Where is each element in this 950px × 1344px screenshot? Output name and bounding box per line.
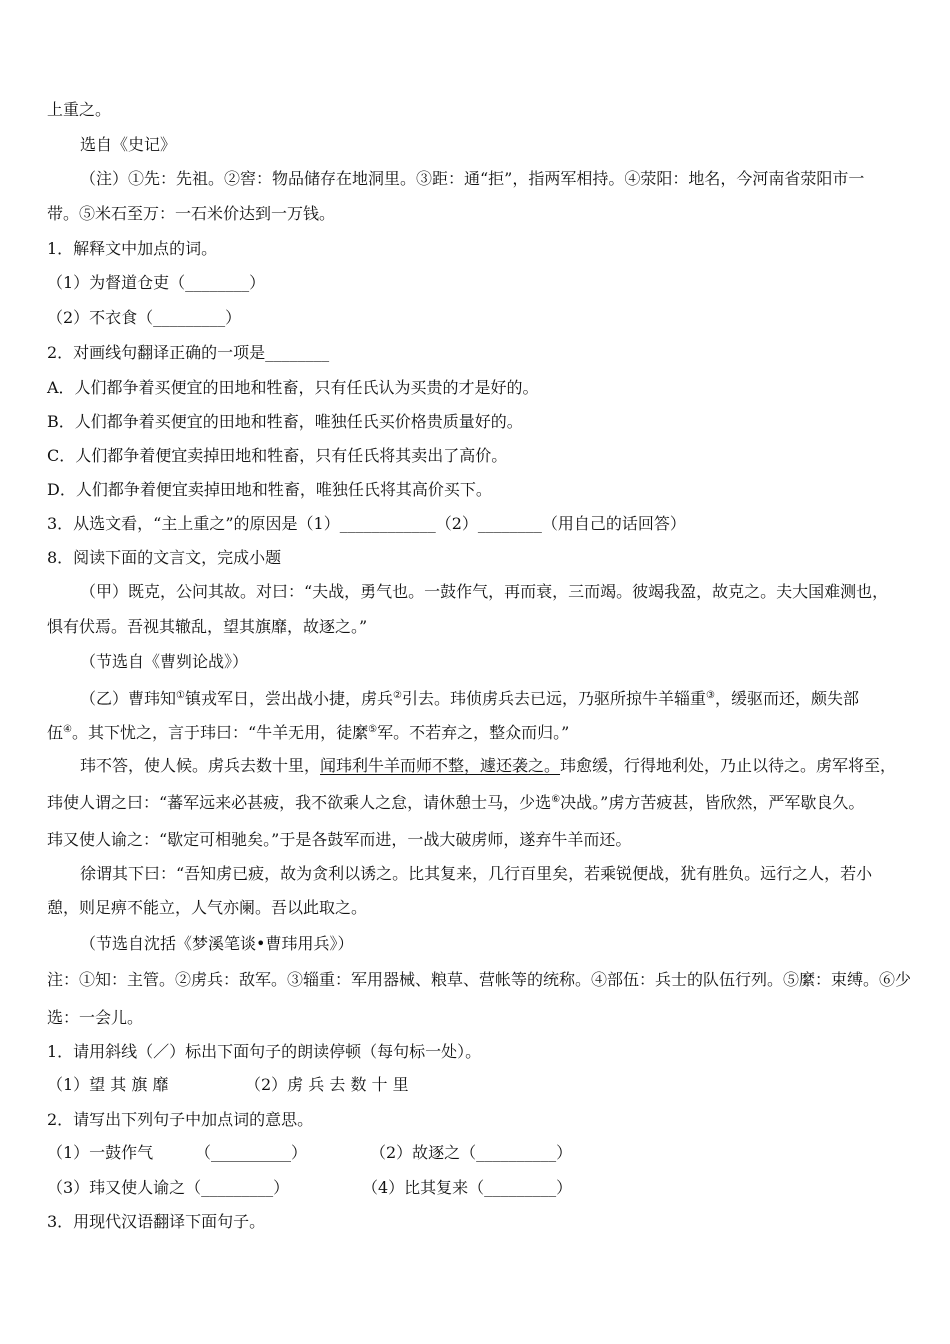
text-segment: 徐谓其下曰：“吾知虏已疲，故为贪利以诱之。比其复来，几行百里矣，若乘锐便战，犹有胜负。远行之人，若小: [80, 864, 873, 883]
underlined-sentence: 闻玮利牛羊而师不整，遽还袭之。: [320, 756, 561, 775]
text-segment: （甲）既克，公问其故。对曰：“夫战，勇气也。一鼓作气，再而衰，三而竭。彼竭我盈，故克之。夫大国难测也，: [80, 582, 889, 601]
text-line: [47, 100, 111, 120]
text-segment: 玮不答，使人候。虏兵去数十里，: [80, 756, 321, 775]
footnote-marker: ②: [393, 690, 402, 701]
footnote-marker: ③: [705, 690, 715, 701]
text-segment: 8．阅读下面的文言文，完成小题: [47, 548, 282, 567]
text-line: [47, 548, 281, 568]
text-segment: 注：①知：主管。②虏兵：敌军。③辎重：军用器械、粮草、营帐等的统称。④部伍：兵士的队伍行列。⑤縻：束缚。⑥少: [47, 970, 912, 989]
text-line: [47, 273, 265, 293]
question-item: （4）比其复来（_________）: [362, 1178, 573, 1197]
text-line: [47, 790, 864, 813]
text-segment: （节选自沈括《梦溪笔谈•曹玮用兵》）: [80, 934, 354, 953]
text-segment: （乙）曹玮知: [80, 689, 177, 708]
text-segment: 上重之。: [47, 100, 112, 119]
text-line: [47, 1075, 907, 1095]
question-item: （__________）: [195, 1143, 308, 1162]
text-line: [47, 239, 217, 259]
text-line: [47, 1110, 313, 1130]
text-segment: D．人们都争着便宜卖掉田地和牲畜，唯独任氏将其高价买下。: [47, 480, 492, 499]
text-line: [47, 480, 492, 500]
text-segment: （1）为督道仓吏（________）: [47, 273, 266, 292]
text-segment: 玮又使人谕之：“歇定可相驰矣。”于是各鼓军而进，一战大破虏师，遂弃牛羊而还。: [47, 830, 632, 849]
text-segment: 憩，则足痹不能立，人气亦阑。吾以此取之。: [47, 898, 368, 917]
question-item: （3）玮又使人谕之（_________）: [47, 1178, 290, 1197]
text-line: [47, 514, 686, 534]
text-segment: 引去。玮侦虏兵去已远，乃驱所掠牛羊辎重: [401, 689, 706, 708]
text-segment: ，缓驱而还，颇失部: [714, 689, 859, 708]
question-item: （1）望 其 旗 靡: [47, 1075, 169, 1094]
text-line: [47, 1212, 265, 1232]
text-segment: 3．从选文看，“主上重之”的原因是（1）____________（2）________（用自己的话回答）: [47, 514, 686, 533]
text-line: [47, 720, 569, 743]
footnote-marker: ⑥: [551, 794, 561, 805]
text-line: [80, 756, 896, 776]
footnote-marker: ①: [176, 690, 185, 701]
text-segment: （2）不衣食（_________）: [47, 308, 242, 327]
question-item: （1）一鼓作气: [47, 1143, 154, 1162]
text-line: [47, 898, 367, 918]
footnote-marker: ④: [63, 724, 72, 735]
text-line: [80, 686, 859, 709]
text-segment: 镇戎军日，尝出战小捷，虏兵: [184, 689, 393, 708]
text-segment: C．人们都争着便宜卖掉田地和牲畜，只有任氏将其卖出了高价。: [47, 446, 508, 465]
text-line: [47, 378, 539, 398]
text-segment: 选：一会儿。: [47, 1008, 144, 1027]
text-segment: 2．请写出下列句子中加点词的意思。: [47, 1110, 314, 1129]
text-segment: 惧有伏焉。吾视其辙乱，望其旗靡，故逐之。”: [47, 617, 368, 636]
text-line: [47, 308, 241, 328]
text-segment: 决战。”虏方苦疲甚，皆欣然，严军歇良久。: [560, 793, 865, 812]
text-line: [47, 1178, 907, 1198]
question-item: （2）故逐之（__________）: [370, 1143, 573, 1162]
text-segment: B．人们都争着买便宜的田地和牲畜，唯独任氏买价格贵质量好的。: [47, 412, 523, 431]
text-line: [80, 135, 176, 155]
text-line: [80, 169, 864, 189]
text-segment: （注）①先：先祖。②窖：物品储存在地洞里。③距：通“拒”，指两军相持。④荥阳：地名，今河南省荥阳市一: [80, 169, 865, 188]
text-segment: 玮愈缓，行得地利处，乃止以待之。虏军将至，: [560, 756, 897, 775]
text-segment: （节选自《曹刿论战》）: [80, 652, 249, 671]
text-segment: 2．对画线句翻译正确的一项是________: [47, 343, 330, 362]
text-line: [47, 343, 329, 363]
text-line: [80, 652, 248, 672]
text-segment: 带。⑤米石至万：一石米价达到一万钱。: [47, 204, 336, 223]
text-segment: 。其下忧之，言于玮曰：“牛羊无用，徒縻: [71, 723, 369, 742]
text-line: [80, 864, 872, 884]
text-segment: 1．请用斜线（／）标出下面句子的朗读停顿（每句标一处）。: [47, 1042, 482, 1061]
text-line: [80, 934, 353, 954]
text-segment: 伍: [47, 723, 64, 742]
text-line: [47, 1143, 907, 1163]
text-line: [47, 204, 335, 224]
text-line: [47, 617, 367, 637]
text-segment: 选自《史记》: [80, 135, 177, 154]
text-segment: A．人们都争着买便宜的田地和牲畜，只有任氏认为买贵的才是好的。: [47, 378, 539, 397]
text-segment: 军。不若弃之，整众而归。”: [377, 723, 570, 742]
text-line: [47, 446, 507, 466]
text-line: [47, 830, 631, 850]
text-line: [47, 1042, 481, 1062]
text-segment: 3．用现代汉语翻译下面句子。: [47, 1212, 266, 1231]
text-line: [47, 1008, 143, 1028]
text-line: [80, 582, 888, 602]
text-segment: 1．解释文中加点的词。: [47, 239, 218, 258]
text-line: [47, 412, 523, 432]
question-item: （2）虏 兵 去 数 十 里: [245, 1075, 409, 1094]
text-line: [47, 970, 911, 990]
text-segment: 玮使人谓之曰：“蕃军远来必甚疲，我不欲乘人之怠，请休憩士马，少选: [47, 793, 552, 812]
footnote-marker: ⑤: [368, 724, 378, 735]
